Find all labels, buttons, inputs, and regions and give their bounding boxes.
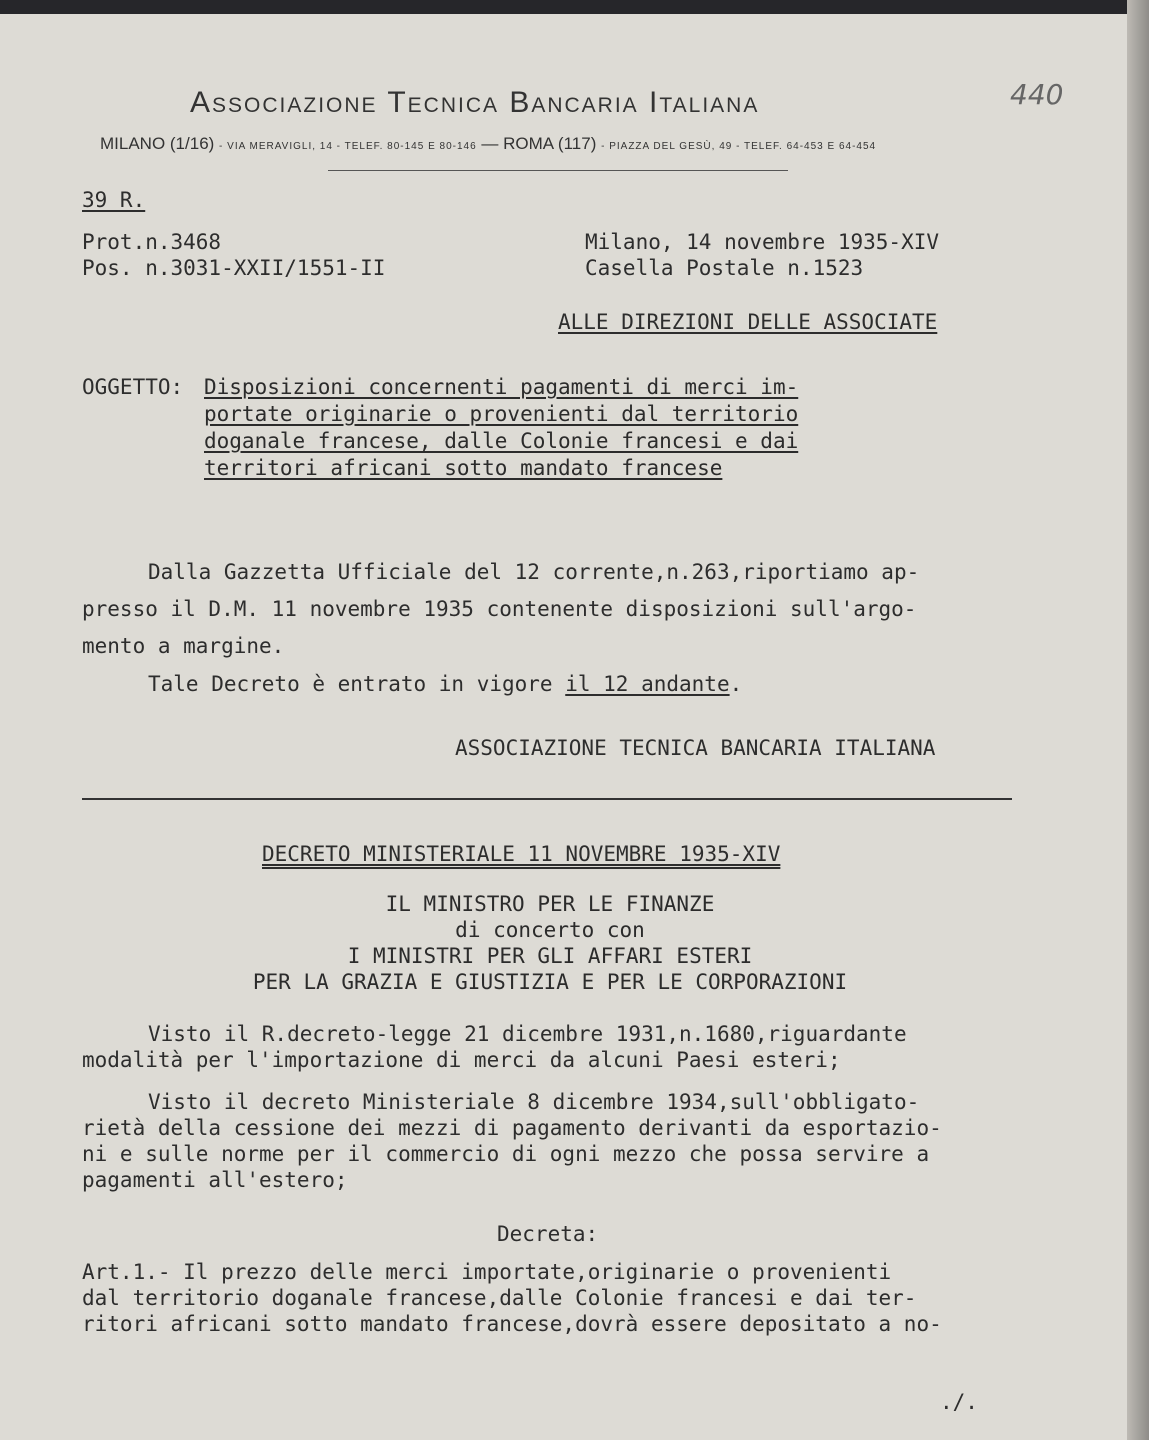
article-line: ritori africani sotto mandato francese,dovrà essere depositato a no-: [82, 1312, 942, 1336]
subject-text: [204, 374, 798, 482]
ministers-line-2: PER LA GRAZIA E GIUSTIZIA E PER LE CORPORAZIONI: [252, 970, 848, 994]
sentence-prefix: Tale Decreto è entrato in vigore: [148, 672, 566, 696]
handwritten-page-number: 440: [1010, 78, 1064, 111]
subject-label: OGGETTO:: [82, 375, 184, 399]
ministers-line-1: I MINISTRI PER GLI AFFARI ESTERI: [347, 944, 753, 968]
effective-date-sentence: [148, 672, 742, 697]
recipient: ALLE DIREZIONI DELLE ASSOCIATE: [558, 310, 938, 334]
subject-line: doganale francese, dalle Colonie francesi e dai: [204, 429, 799, 453]
concert-line: di concerto con: [455, 918, 645, 942]
subject-line: portate originarie o provenienti dal territorio: [204, 402, 799, 426]
visto-line: Visto il decreto Ministeriale 8 dicembre 1934,sull'obbligato-: [148, 1090, 920, 1114]
position-number: Pos. n.3031-XXII/1551-II: [82, 256, 386, 280]
subject-line: territori africani sotto mandato francese: [204, 456, 723, 480]
decree-title: DECRETO MINISTERIALE 11 NOVEMBRE 1935-XIV: [262, 842, 781, 866]
letterhead-rule: [328, 170, 788, 171]
body-line: mento a margine.: [82, 634, 285, 658]
visto-line: rietà della cessione dei mezzi di pagamento derivanti da esportazio-: [82, 1116, 942, 1140]
subject-line: Disposizioni concernenti pagamenti di merci im-: [204, 375, 799, 399]
circular-number: 39 R.: [82, 188, 146, 212]
continuation-mark: ./.: [940, 1390, 978, 1414]
body-line: presso il D.M. 11 novembre 1935 contenente disposizioni sull'argo-: [82, 597, 917, 621]
body-line: Dalla Gazzetta Ufficiale del 12 corrente,n.263,riportiamo ap-: [148, 560, 920, 584]
page-edge-shadow: [1127, 0, 1149, 1440]
letter-date: Milano, 14 novembre 1935-XIV: [585, 230, 940, 254]
article-line: dal territorio doganale francese,dalle Colonie francesi e dai ter-: [82, 1286, 917, 1310]
signature: ASSOCIAZIONE TECNICA BANCARIA ITALIANA: [455, 736, 936, 760]
protocol-number: Prot.n.3468: [82, 230, 222, 254]
decreta-heading: Decreta:: [497, 1222, 599, 1246]
effective-date: il 12 andante: [565, 672, 730, 696]
article-line: Art.1.- Il prezzo delle merci importate,originarie o provenienti: [82, 1260, 892, 1284]
milano-address: - VIA MERAVIGLI, 14 - TELEF. 80-145 E 80-146: [219, 141, 477, 152]
visto-line: Visto il R.decreto-legge 21 dicembre 1931,n.1680,riguardante: [148, 1022, 907, 1046]
po-box: Casella Postale n.1523: [585, 256, 864, 280]
visto-line: pagamenti all'estero;: [82, 1168, 348, 1192]
address-separator: —: [481, 134, 499, 153]
roma-address: - PIAZZA DEL GESÙ, 49 - TELEF. 64-453 E 64-454: [601, 141, 877, 152]
letterhead-title: Associazione Tecnica Bancaria Italiana: [190, 86, 760, 119]
visto-line: ni e sulle norme per il commercio di ogni mezzo che possa servire a: [82, 1142, 930, 1166]
scan-top-border: [0, 0, 1149, 14]
letterhead-address: [100, 134, 980, 154]
sentence-suffix: .: [729, 672, 743, 696]
section-divider: [82, 798, 1012, 800]
milano-city: MILANO (1/16): [100, 134, 215, 153]
minister-heading: IL MINISTRO PER LE FINANZE: [385, 892, 715, 916]
roma-city: ROMA (117): [503, 134, 597, 153]
visto-line: modalità per l'importazione di merci da alcuni Paesi esteri;: [82, 1048, 841, 1072]
